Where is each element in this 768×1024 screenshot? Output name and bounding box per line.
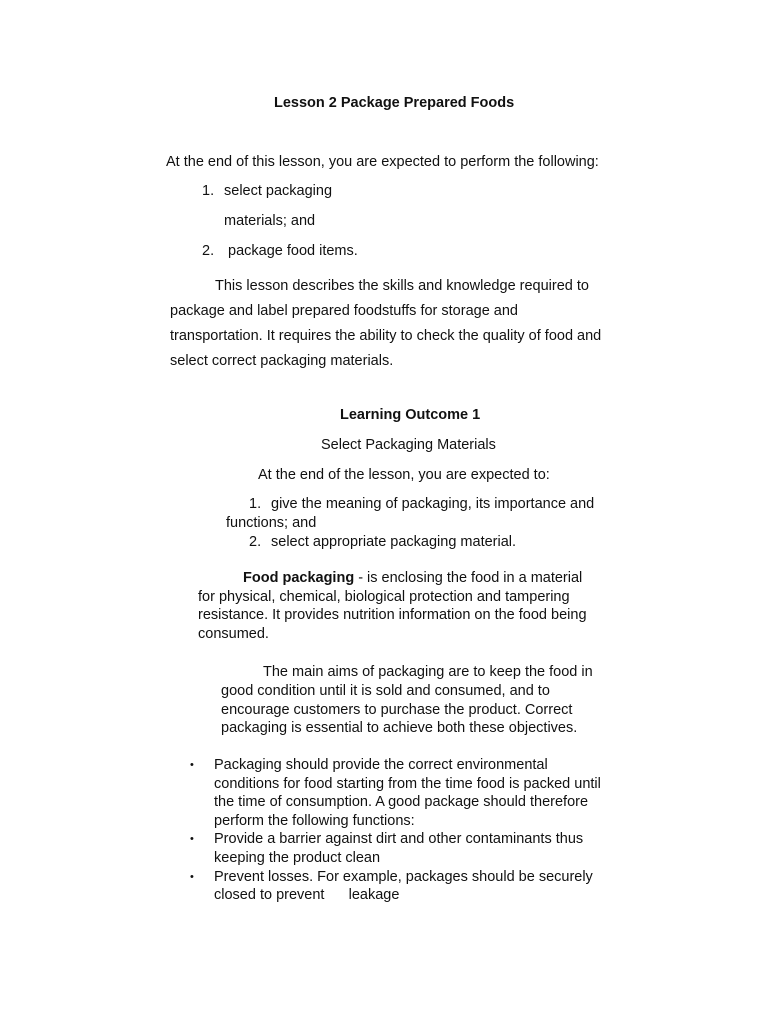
outcome-item-text: give the meaning of packaging, its importance and [271,496,595,512]
objective-text-continued: materials; and [224,213,316,229]
description-line: select correct packaging materials. [170,353,394,369]
bullet-line: conditions for food starting from the time food is packed until [214,776,601,792]
bullet-marker: • [190,833,194,845]
description-line: package and label prepared foodstuffs for storage and [170,303,518,319]
bullet-line: Packaging should provide the correct environmental [214,757,548,773]
objective-number: 2. [202,243,215,259]
aims-line: encourage customers to purchase the product. Correct [221,702,573,718]
description-line: transportation. It requires the ability to check the quality of food and [170,328,602,344]
intro-text: At the end of this lesson, you are expected to perform the following: [166,154,599,170]
bullet-marker: • [190,759,194,771]
lesson-title: Lesson 2 Package Prepared Foods [274,95,515,111]
bullet-line: keeping the product clean [214,850,381,866]
bullet-line: Prevent losses. For example, packages should be securely [214,869,593,885]
outcome-item-text-continued: functions; and [226,515,317,531]
objective-text: package food items. [228,243,358,259]
aims-line: The main aims of packaging are to keep the food in [263,664,593,680]
objective-text: select packaging [224,183,333,199]
bullet-line: perform the following functions: [214,813,415,829]
definition-line: resistance. It provides nutrition information on the food being [198,607,587,623]
outcome-item-text: select appropriate packaging material. [271,534,517,550]
bullet-line: the time of consumption. A good package should therefore [214,794,589,810]
definition-term: Food packaging [243,570,355,586]
bullet-line: closed to prevent leakage [214,887,400,903]
definition-line: consumed. [198,626,269,642]
definition-line: for physical, chemical, biological protection and tampering [198,589,570,605]
learning-outcome-subheading: Select Packaging Materials [321,437,496,453]
objective-number: 1. [202,183,215,199]
definition-first-line [243,569,582,588]
aims-line: good condition until it is sold and consumed, and to [221,683,550,699]
description-line: This lesson describes the skills and knowledge required to [215,278,589,294]
learning-outcome-heading: Learning Outcome 1 [340,407,481,423]
aims-line: packaging is essential to achieve both these objectives. [221,720,578,736]
learning-outcome-intro: At the end of the lesson, you are expected to: [258,467,550,483]
bullet-marker: • [190,871,194,883]
outcome-item-number: 2. [249,534,262,550]
outcome-item-number: 1. [249,496,262,512]
definition-text: - is enclosing the food in a material [354,570,583,586]
bullet-line: Provide a barrier against dirt and other contaminants thus [214,831,584,847]
